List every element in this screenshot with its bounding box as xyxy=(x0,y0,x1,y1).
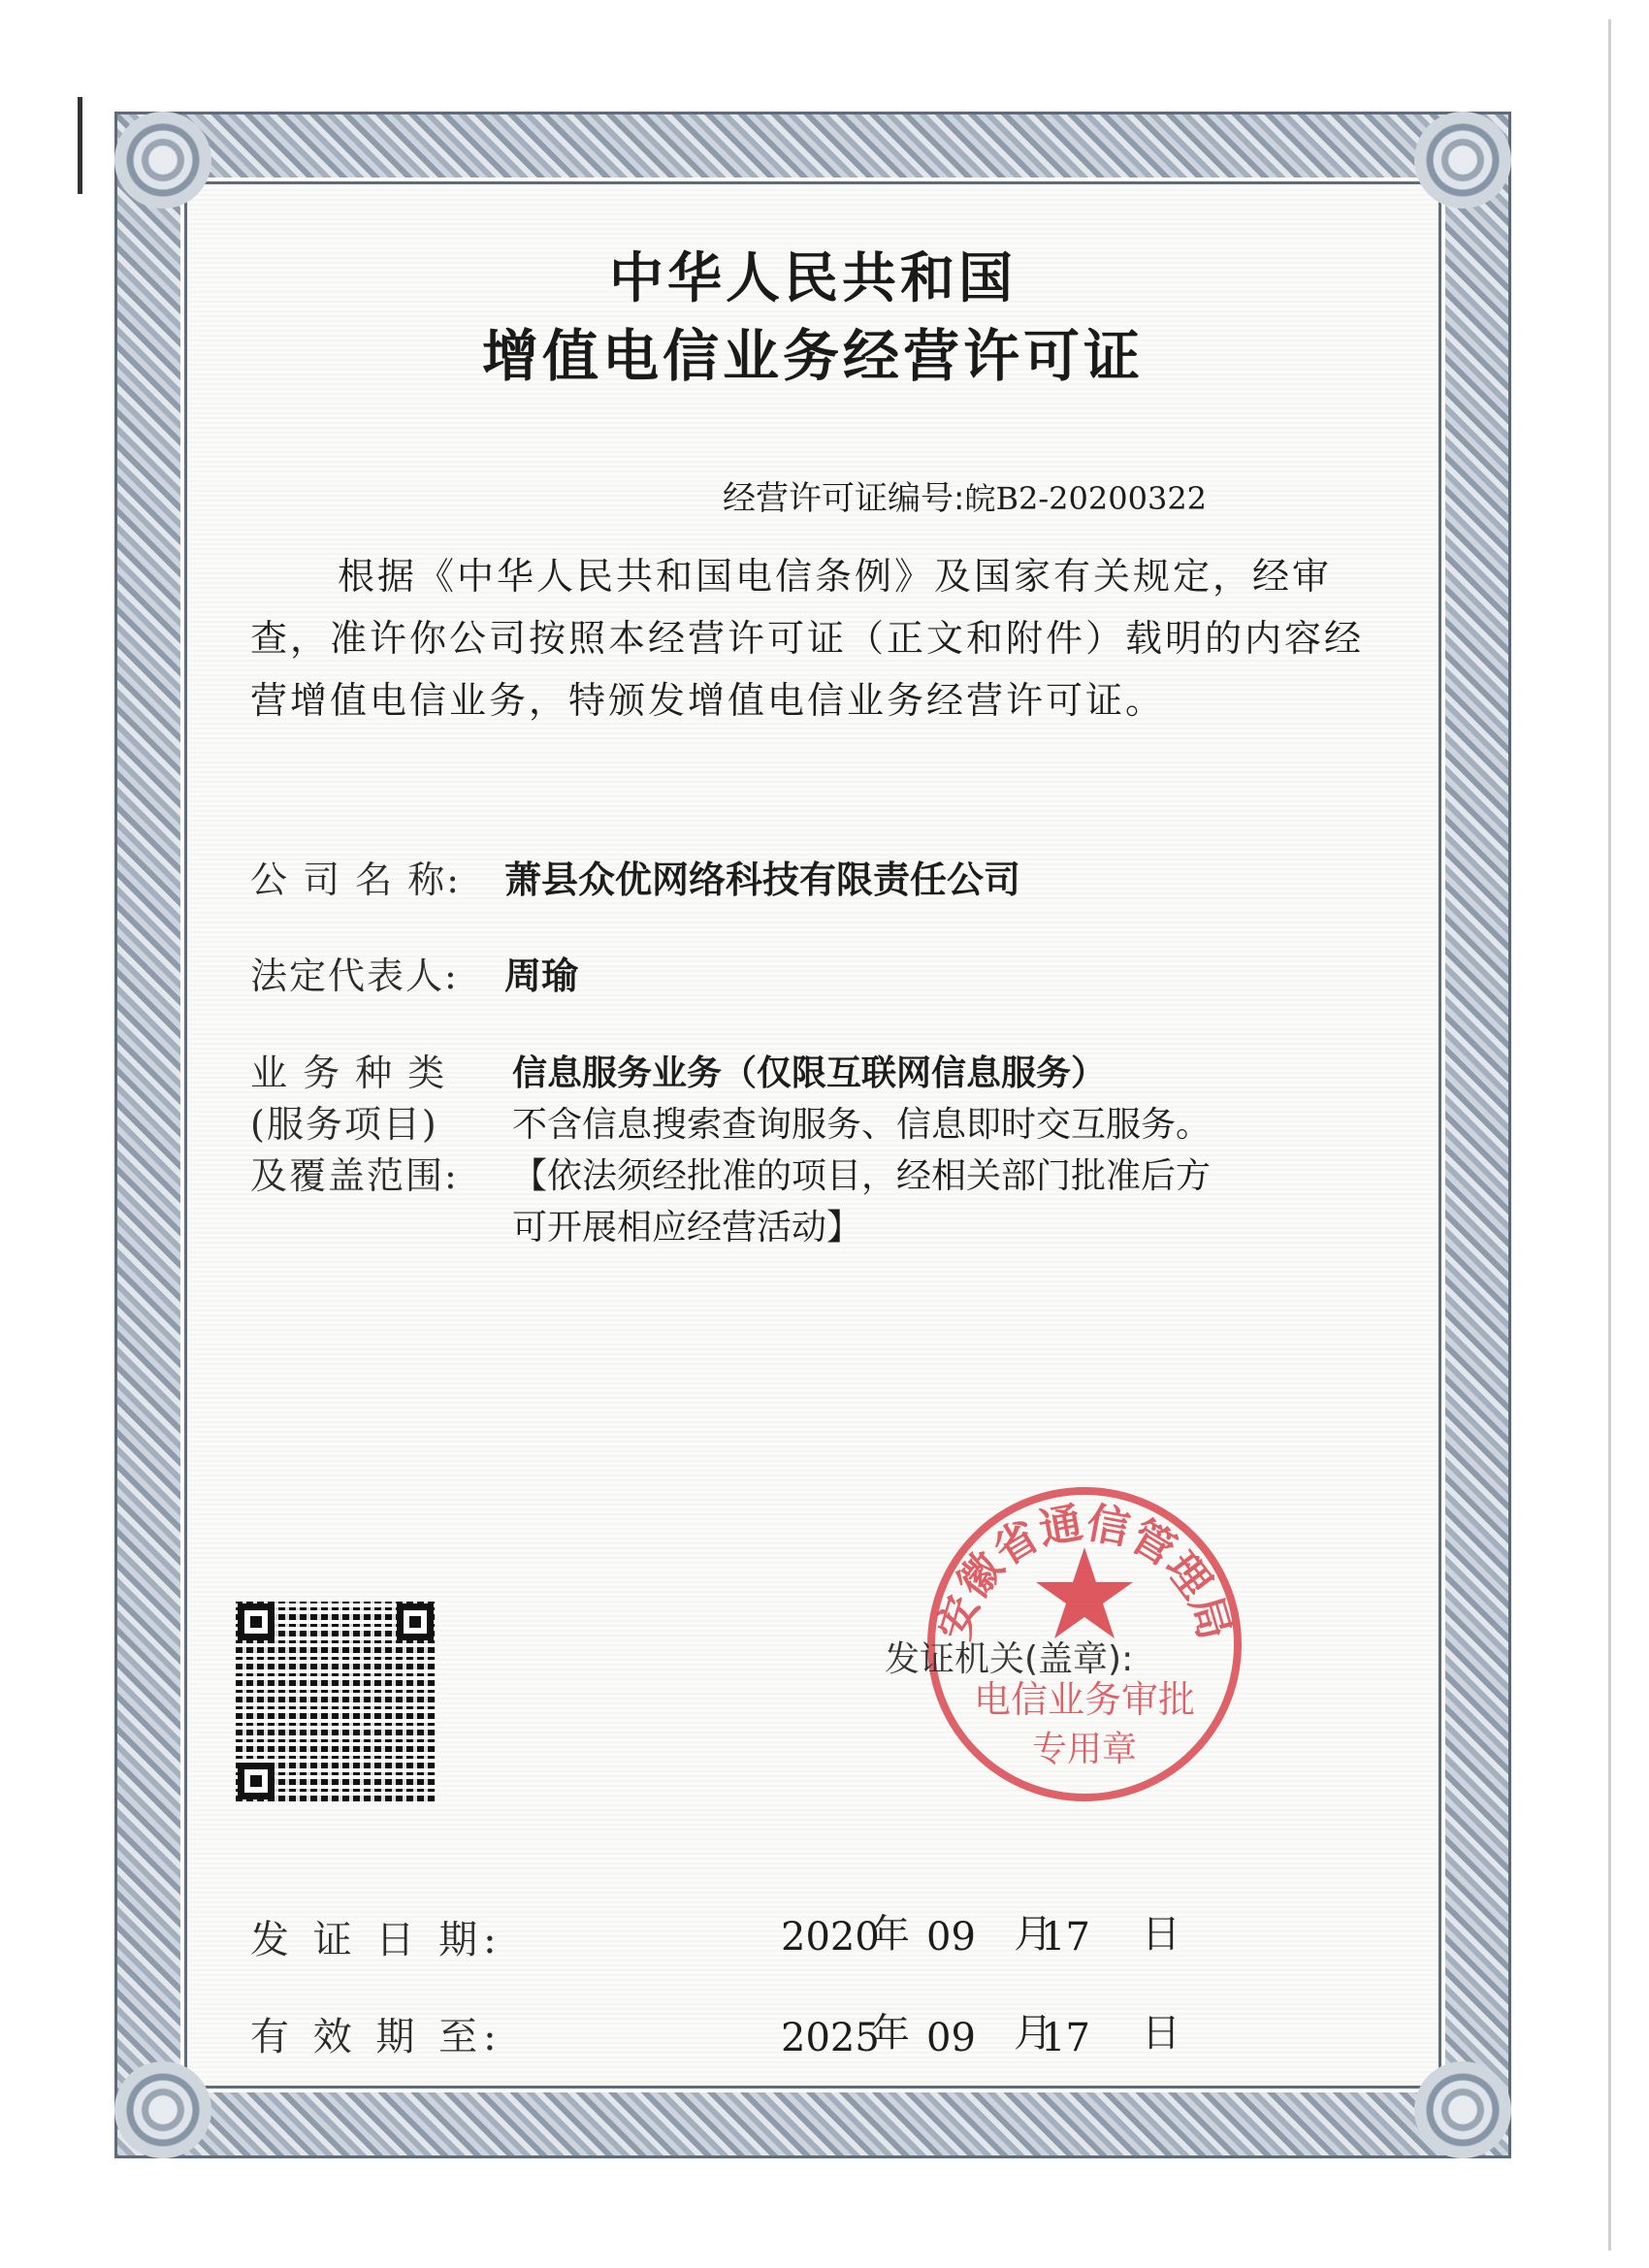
legal-rep-label: 法定代表人: xyxy=(250,955,459,997)
legal-rep-value: 周瑜 xyxy=(504,955,579,997)
issuer-label: 发证机关(盖章): xyxy=(885,1639,1134,1679)
license-number-value: 皖B2-20200322 xyxy=(964,480,1208,517)
seal-org-name: 安徽省通信管理局 xyxy=(929,1498,1240,1646)
license-number-label: 经营许可证编号: xyxy=(723,479,965,518)
qr-code[interactable] xyxy=(236,1602,436,1801)
preamble-text: 根据《中华人民共和国电信条例》及国家有关规定，经审查，准许你公司按照本经营许可证（正文和附件）载明的内容经营增值电信业务，特颁发增值电信业务经营许可证。 xyxy=(250,555,1365,722)
company-name-value: 萧县众优网络科技有限责任公司 xyxy=(504,859,1021,901)
scope-label-line3: 及覆盖范围: xyxy=(250,1154,459,1197)
expiry-month-unit: 月 xyxy=(1014,2011,1052,2056)
expiry-date-label: 有 效 期 至: xyxy=(250,2015,502,2059)
certificate-title-line1: 中华人民共和国 xyxy=(609,247,1017,310)
license-number xyxy=(723,471,1207,519)
issue-year: 2020 xyxy=(781,1915,880,1960)
issue-month-unit: 月 xyxy=(1014,1912,1052,1957)
qr-finder-pattern xyxy=(397,1604,434,1640)
company-name-label: 公 司 名 称: xyxy=(250,859,462,901)
scope-line-2: 不含信息搜索查询服务、信息即时交互服务。 xyxy=(512,1105,1212,1145)
scan-mark xyxy=(78,97,82,194)
scope-line-4: 可开展相应经营活动】 xyxy=(512,1208,862,1247)
expiry-year: 2025 xyxy=(781,2016,880,2060)
seal-bottom-text: 专用章 xyxy=(1031,1730,1138,1769)
scope-line-3: 【依法须经批准的项目，经相关部门批准后方 xyxy=(512,1156,1212,1196)
scope-label-line2: (服务项目) xyxy=(250,1103,438,1146)
seal-middle-text: 电信业务审批 xyxy=(973,1678,1196,1721)
corner-ornament-bottom-right xyxy=(1414,2061,1511,2158)
corner-ornament-top-left xyxy=(114,112,211,209)
issue-day: 17 xyxy=(1041,1915,1090,1960)
expiry-year-unit: 年 xyxy=(871,2011,910,2056)
issue-month: 09 xyxy=(926,1915,976,1960)
scan-edge-line xyxy=(1608,19,1611,2251)
expiry-day: 17 xyxy=(1041,2016,1090,2060)
expiry-day-unit: 日 xyxy=(1142,2011,1180,2056)
issue-date-label: 发 证 日 期: xyxy=(250,1918,502,1962)
scope-line-1: 信息服务业务（仅限互联网信息服务） xyxy=(512,1053,1107,1093)
issue-year-unit: 年 xyxy=(871,1912,910,1957)
corner-ornament-top-right xyxy=(1414,112,1511,209)
corner-ornament-bottom-left xyxy=(114,2061,211,2158)
expiry-month: 09 xyxy=(926,2016,976,2060)
qr-finder-pattern xyxy=(238,1763,275,1799)
certificate-title-line2: 增值电信业务经营许可证 xyxy=(481,323,1144,389)
seal-star-icon xyxy=(1036,1547,1133,1638)
issue-day-unit: 日 xyxy=(1142,1912,1180,1957)
qr-finder-pattern xyxy=(238,1604,275,1640)
scope-label-line1: 业 务 种 类 xyxy=(250,1052,447,1094)
